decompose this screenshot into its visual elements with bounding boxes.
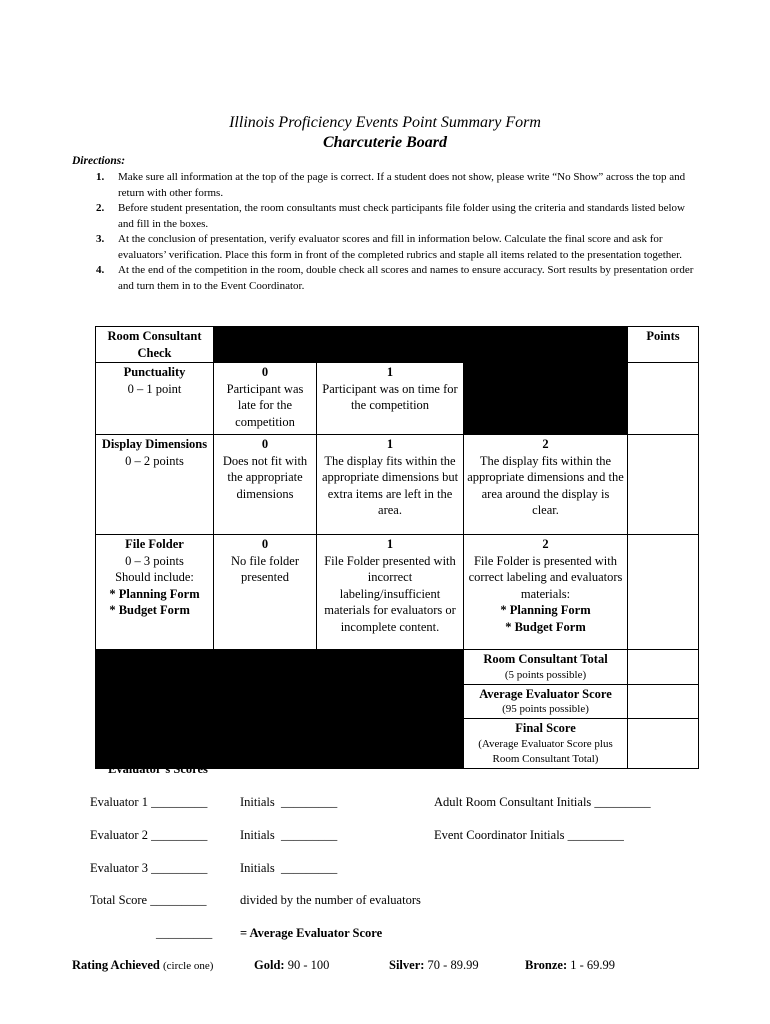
average-evaluator-score-input[interactable] xyxy=(628,684,699,719)
adult-room-consultant-initials-field[interactable]: Adult Room Consultant Initials _________ xyxy=(434,795,651,809)
total-label: Average Evaluator Score xyxy=(479,686,612,701)
total-label: Final Score xyxy=(515,721,576,735)
total-row-final-score xyxy=(464,719,628,769)
score-description: No file folder presented xyxy=(230,553,300,584)
criterion-range: 0 – 2 points xyxy=(125,453,184,468)
criterion-name: Display Dimensions xyxy=(101,437,208,451)
average-evaluator-score-label: = Average Evaluator Score xyxy=(240,926,383,940)
blacked-cell xyxy=(96,684,214,719)
gold-label: Gold: xyxy=(254,958,285,972)
score-cell-0 xyxy=(214,535,317,650)
score-cell-1 xyxy=(317,363,464,435)
total-score-field[interactable]: Total Score _________ xyxy=(90,893,207,907)
evaluator-3-initials-field[interactable]: Initials _________ xyxy=(240,861,338,875)
score-value: 0 xyxy=(261,365,269,379)
score-cell-1 xyxy=(317,435,464,535)
score-value: 0 xyxy=(261,437,269,451)
score-cell-2 xyxy=(464,535,628,650)
score-description: The display fits within the appropriate dimensions and the area around the display is clear. xyxy=(467,453,624,517)
total-row-average-evaluator xyxy=(464,684,628,719)
event-coordinator-initials-field[interactable]: Event Coordinator Initials _________ xyxy=(434,828,624,842)
direction-number: 2. xyxy=(96,202,105,214)
blacked-cell xyxy=(317,719,464,769)
blacked-cell xyxy=(214,650,317,685)
score-value: 1 xyxy=(386,437,394,451)
total-note: (Average Evaluator Score plus Room Consultant Total) xyxy=(478,737,613,765)
direction-number: 3. xyxy=(96,233,105,245)
evaluator-3-field[interactable]: Evaluator 3 _________ xyxy=(90,861,208,875)
criterion-display-dimensions xyxy=(96,435,214,535)
score-description: Participant was late for the competition xyxy=(226,381,304,429)
required-item: * Planning Form xyxy=(500,603,591,617)
blacked-cell xyxy=(214,684,317,719)
blacked-cell xyxy=(96,719,214,769)
blacked-cell xyxy=(214,719,317,769)
total-note: (95 points possible) xyxy=(502,703,589,715)
direction-text: At the conclusion of presentation, verify evaluator scores and fill in information below. Calculate the final score and ask for evaluators’ verification. Place this form in front of the completed rubrics and staple all items related to the presentation together. xyxy=(118,233,682,261)
blacked-cell xyxy=(464,327,628,363)
rating-gold[interactable] xyxy=(254,958,329,973)
include-item: * Planning Form xyxy=(109,586,200,601)
rating-achieved xyxy=(72,958,213,973)
score-cell-2 xyxy=(464,435,628,535)
direction-item xyxy=(96,263,700,294)
rating-silver[interactable] xyxy=(389,958,479,973)
bronze-label: Bronze: xyxy=(525,958,568,972)
rating-label: Rating Achieved xyxy=(72,958,160,972)
direction-text: At the end of the competition in the room, double check all scores and names to ensure accuracy. Sort results by presentation order and turn them in to the Event Coordinator. xyxy=(118,264,694,292)
score-value: 0 xyxy=(261,537,269,551)
score-value: 1 xyxy=(386,365,394,379)
direction-text: Before student presentation, the room consultants must check participants file folder using the criteria and standards listed below and fill in the boxes. xyxy=(118,202,685,230)
score-cell-0 xyxy=(214,363,317,435)
points-header: Points xyxy=(628,327,699,363)
criterion-range: 0 – 1 point xyxy=(127,381,182,396)
total-label: Room Consultant Total xyxy=(483,652,608,666)
evaluator-2-initials-field[interactable]: Initials _________ xyxy=(240,828,338,842)
average-score-blank[interactable]: _________ xyxy=(156,926,213,940)
score-description: File Folder is presented with correct labeling and evaluators materials: xyxy=(468,553,623,601)
scoring-table xyxy=(95,326,699,769)
blacked-cell xyxy=(464,363,628,435)
score-description: Participant was on time for the competition xyxy=(322,381,458,412)
directions-label: Directions: xyxy=(72,155,126,167)
divided-by-label: divided by the number of evaluators xyxy=(240,893,421,907)
score-description: File Folder presented with incorrect labeling/insufficient materials for evaluators or incomplete content. xyxy=(324,553,456,634)
room-consultant-check-header: Room Consultant Check xyxy=(96,327,214,363)
criterion-name: File Folder xyxy=(125,537,184,551)
include-item: * Budget Form xyxy=(109,603,190,617)
score-description: The display fits within the appropriate dimensions but extra items are left in the area. xyxy=(321,453,459,517)
evaluator-1-field[interactable]: Evaluator 1 _________ xyxy=(90,795,208,809)
direction-item xyxy=(96,232,700,263)
bronze-range: 1 - 69.99 xyxy=(570,958,616,972)
points-input-punctuality[interactable] xyxy=(628,363,699,435)
final-score-input[interactable] xyxy=(628,719,699,769)
direction-number: 4. xyxy=(96,264,105,276)
direction-number: 1. xyxy=(96,171,105,183)
blacked-cell xyxy=(96,650,214,685)
blacked-cell xyxy=(317,684,464,719)
direction-text: Make sure all information at the top of the page is correct. If a student does not show, please write “No Show” across the top and return with other forms. xyxy=(118,171,686,199)
criterion-punctuality xyxy=(96,363,214,435)
required-item: * Budget Form xyxy=(505,619,586,634)
evaluator-2-field[interactable]: Evaluator 2 _________ xyxy=(90,828,208,842)
silver-range: 70 - 89.99 xyxy=(427,958,479,972)
evaluator-scores-title: Evaluator’s Scores xyxy=(108,762,208,776)
form-subtitle: Charcuterie Board xyxy=(322,134,447,151)
direction-item xyxy=(96,201,700,232)
blacked-cell xyxy=(317,327,464,363)
score-value: 2 xyxy=(542,437,549,451)
score-cell-1 xyxy=(317,535,464,650)
total-row-room-consultant xyxy=(464,650,628,685)
room-consultant-total-input[interactable] xyxy=(628,650,699,685)
criterion-range: 0 – 3 points xyxy=(125,553,184,568)
form-title: Illinois Proficiency Events Point Summary Form xyxy=(229,114,541,131)
points-input-display-dimensions[interactable] xyxy=(628,435,699,535)
blacked-cell xyxy=(317,650,464,685)
points-input-file-folder[interactable] xyxy=(628,535,699,650)
score-cell-0 xyxy=(214,435,317,535)
score-value: 2 xyxy=(542,537,549,551)
rating-note: (circle one) xyxy=(162,960,214,972)
gold-range: 90 - 100 xyxy=(287,958,330,972)
evaluator-1-initials-field[interactable]: Initials _________ xyxy=(240,795,338,809)
total-note: (5 points possible) xyxy=(504,668,587,681)
criterion-include-label: Should include: xyxy=(115,570,194,584)
direction-item xyxy=(96,170,700,201)
criterion-name: Punctuality xyxy=(123,365,186,379)
score-value: 1 xyxy=(386,537,394,551)
rating-bronze[interactable] xyxy=(525,958,615,973)
score-description: Does not fit with the appropriate dimensions xyxy=(222,453,308,501)
criterion-file-folder xyxy=(96,535,214,650)
blacked-cell xyxy=(214,327,317,363)
silver-label: Silver: xyxy=(389,958,425,972)
directions-list xyxy=(96,170,700,294)
